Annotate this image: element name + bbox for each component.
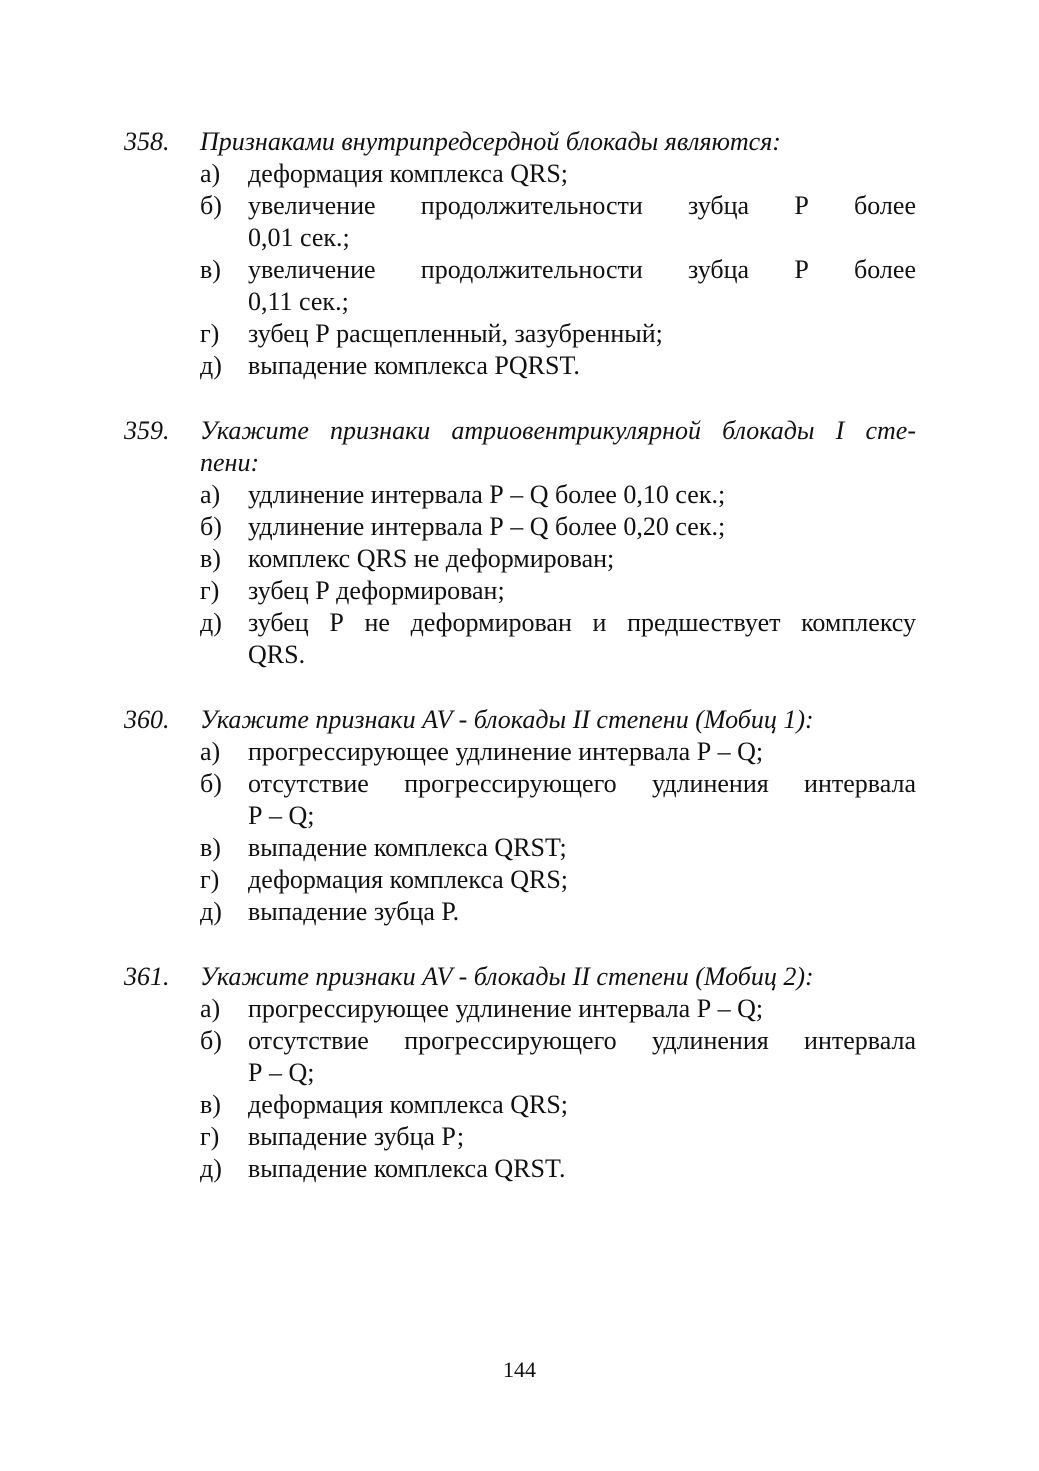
question-number: 358. xyxy=(124,127,170,156)
option-letter: в) xyxy=(200,255,221,284)
option-text: деформация комплекса QRS; xyxy=(248,159,569,188)
answer-option xyxy=(124,479,916,511)
question-heading xyxy=(124,415,916,479)
answer-option xyxy=(124,254,916,318)
answer-option xyxy=(124,832,916,864)
option-text: удлинение интервала Р – Q более 0,20 сек.; xyxy=(248,512,726,541)
option-text: прогрессирующее удлинение интервала Р – Q; xyxy=(248,737,764,766)
answer-option xyxy=(124,511,916,543)
option-text-line-2: 0,11 сек.; xyxy=(248,287,349,316)
question-text: Признаками внутрипредсердной блокады являются: xyxy=(200,127,781,156)
option-text-line-2: 0,01 сек.; xyxy=(248,223,350,252)
option-letter: б) xyxy=(200,769,222,798)
option-letter: в) xyxy=(200,833,221,862)
question-number: 360. xyxy=(124,705,170,734)
question-number: 361. xyxy=(124,962,170,991)
answer-option xyxy=(124,575,916,607)
option-letter: г) xyxy=(200,1122,220,1151)
option-text: выпадение комплекса QRST. xyxy=(248,1154,566,1183)
answer-option xyxy=(124,864,916,896)
option-letter: б) xyxy=(200,191,222,220)
question-heading xyxy=(124,961,916,993)
answer-option xyxy=(124,993,916,1025)
answer-option xyxy=(124,1153,916,1185)
option-text: деформация комплекса QRS; xyxy=(248,1090,569,1119)
option-text-wrapped xyxy=(248,768,916,832)
question-358 xyxy=(124,126,916,382)
question-text: Укажите признаки AV - блокады II степени (Мобиц 2): xyxy=(200,962,814,991)
option-text: выпадение зубца Р; xyxy=(248,1122,465,1151)
question-text-line-2: пени: xyxy=(200,448,260,477)
option-text: выпадение зубца Р. xyxy=(248,897,460,926)
page-number: 144 xyxy=(503,1357,536,1382)
option-text: зубец Р расщепленный, зазубренный; xyxy=(248,319,663,348)
option-letter: в) xyxy=(200,544,221,573)
option-text-line-2: Р – Q; xyxy=(248,801,315,830)
answer-option xyxy=(124,1089,916,1121)
option-text-line-2: QRS. xyxy=(248,640,306,669)
answer-option xyxy=(124,736,916,768)
question-text-line-1: Укажите признаки атриовентрикулярной блокады I сте- xyxy=(200,416,916,445)
question-text: Укажите признаки AV - блокады II степени (Мобиц 1): xyxy=(200,705,814,734)
question-359 xyxy=(124,415,916,671)
answer-option xyxy=(124,768,916,832)
option-letter: д) xyxy=(200,1154,222,1183)
question-360 xyxy=(124,704,916,928)
question-number: 359. xyxy=(124,416,170,445)
answer-option xyxy=(124,607,916,671)
option-text-line-1: отсутствие прогрессирующего удлинения интервала xyxy=(248,769,916,798)
option-letter: д) xyxy=(200,608,222,637)
option-letter: г) xyxy=(200,576,220,605)
answer-option xyxy=(124,190,916,254)
option-letter: а) xyxy=(200,737,221,766)
option-letter: д) xyxy=(200,351,222,380)
question-heading xyxy=(124,126,916,158)
option-letter: г) xyxy=(200,865,220,894)
option-text: комплекс QRS не деформирован; xyxy=(248,544,615,573)
option-letter: а) xyxy=(200,159,221,188)
option-text-wrapped xyxy=(248,607,916,671)
option-letter: в) xyxy=(200,1090,221,1119)
option-text-line-1: увеличение продолжительности зубца Р более xyxy=(248,255,916,284)
answer-option xyxy=(124,896,916,928)
answer-option xyxy=(124,350,916,382)
option-text-line-2: Р – Q; xyxy=(248,1058,315,1087)
option-text-wrapped xyxy=(248,190,916,254)
answer-option xyxy=(124,158,916,190)
answer-option xyxy=(124,543,916,575)
option-text: выпадение комплекса QRST; xyxy=(248,833,567,862)
option-letter: д) xyxy=(200,897,222,926)
option-text-wrapped xyxy=(248,254,916,318)
option-text-line-1: зубец Р не деформирован и предшествует комплексу xyxy=(248,608,916,637)
option-letter: б) xyxy=(200,512,222,541)
option-text: удлинение интервала Р – Q более 0,10 сек.; xyxy=(248,480,726,509)
question-heading xyxy=(124,704,916,736)
answer-options xyxy=(124,479,916,671)
option-text: зубец Р деформирован; xyxy=(248,576,505,605)
question-text-wrapped xyxy=(200,415,916,479)
option-text: деформация комплекса QRS; xyxy=(248,865,569,894)
option-letter: б) xyxy=(200,1026,222,1055)
option-letter: г) xyxy=(200,319,220,348)
answer-options xyxy=(124,736,916,928)
answer-options xyxy=(124,158,916,382)
option-text-line-1: увеличение продолжительности зубца Р более xyxy=(248,191,916,220)
question-361 xyxy=(124,961,916,1185)
option-letter: а) xyxy=(200,994,221,1023)
option-text-wrapped xyxy=(248,1025,916,1089)
option-text: выпадение комплекса PQRST. xyxy=(248,351,580,380)
answer-option xyxy=(124,318,916,350)
answer-options xyxy=(124,993,916,1185)
option-text: прогрессирующее удлинение интервала Р – Q; xyxy=(248,994,764,1023)
answer-option xyxy=(124,1121,916,1153)
answer-option xyxy=(124,1025,916,1089)
option-text-line-1: отсутствие прогрессирующего удлинения интервала xyxy=(248,1026,916,1055)
option-letter: а) xyxy=(200,480,221,509)
